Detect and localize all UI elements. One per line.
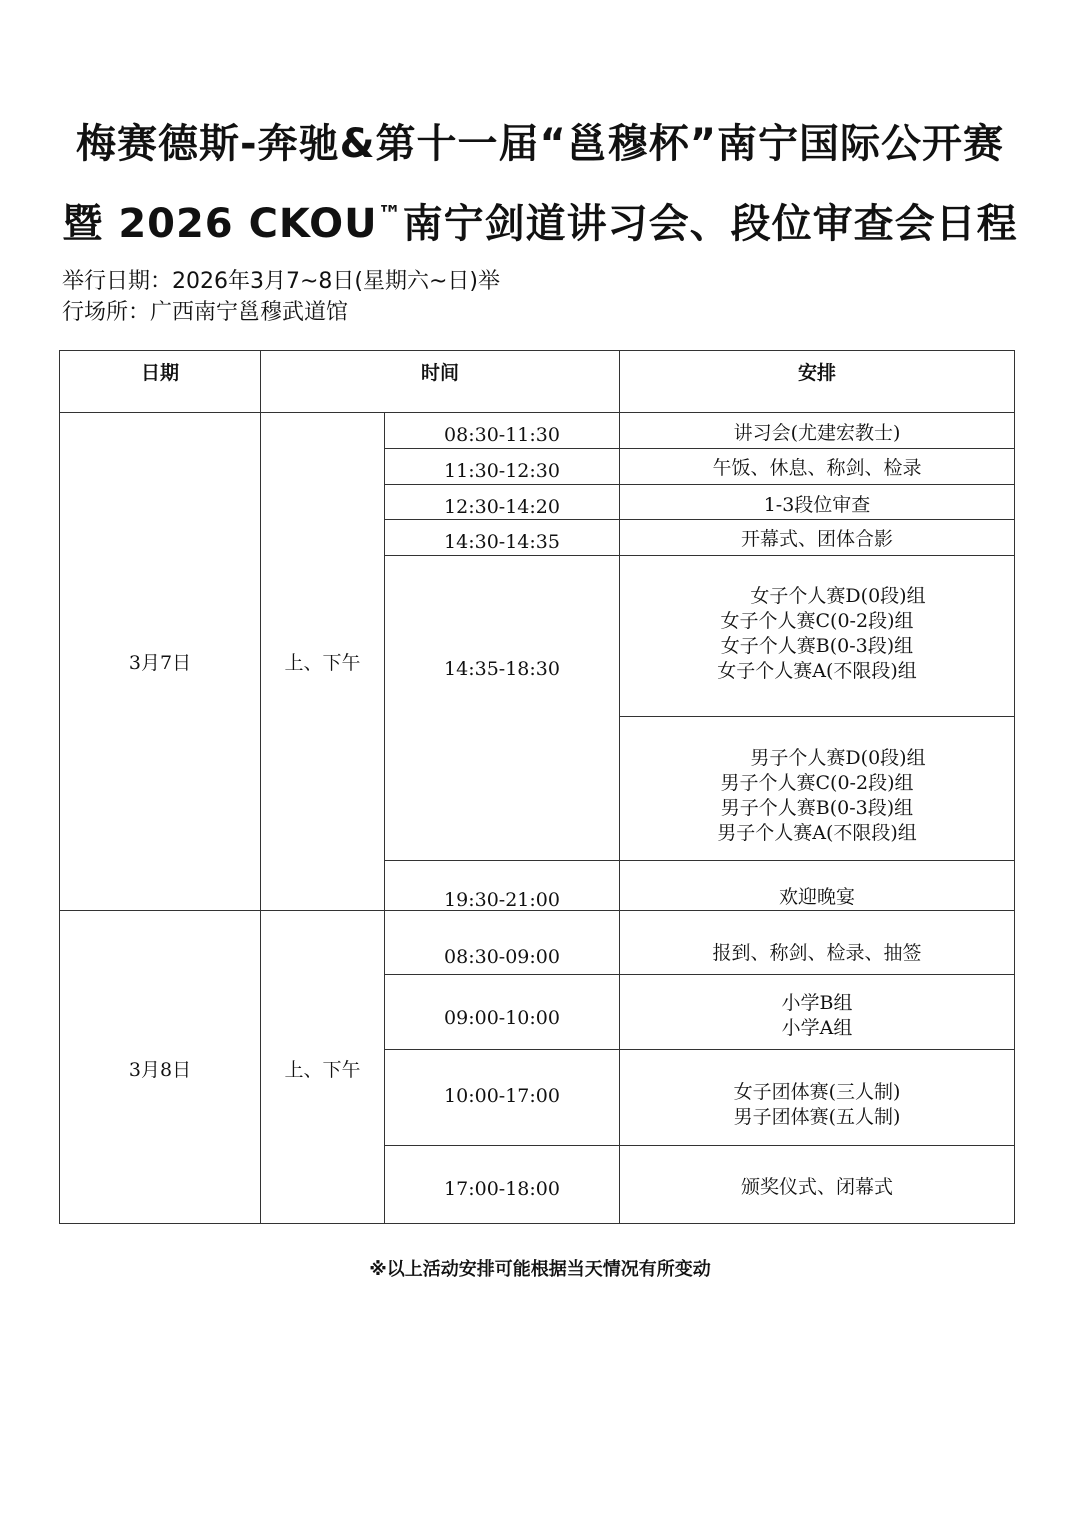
arrangement-item: 小学A组 <box>781 1017 853 1039</box>
row-divider <box>384 974 1015 975</box>
arrangement-item: 欢迎晚宴 <box>778 885 855 908</box>
arrangement-item: 女子个人赛C(0-2段)组 <box>720 610 914 632</box>
time-slot: 11:30-12:30 <box>444 459 560 482</box>
arrangement-item: 男子个人赛D(0段)组 <box>750 747 926 769</box>
arrangement-item: 男子个人赛B(0-3段)组 <box>720 797 914 819</box>
header-arrangement: 安排 <box>797 361 836 384</box>
arrangement-item: 小学B组 <box>781 992 853 1014</box>
time-slot: 08:30-11:30 <box>444 423 560 446</box>
team-competition-groups <box>620 1080 1014 1130</box>
arrangement-item: 男子个人赛A(不限段)组 <box>717 822 917 844</box>
arrangement-item: 女子个人赛D(0段)组 <box>750 585 926 607</box>
day-2-date: 3月8日 <box>128 1058 192 1081</box>
women-individual-groups <box>620 583 1014 685</box>
day-2-period: 上、下午 <box>284 1058 361 1081</box>
day-1-period: 上、下午 <box>284 651 361 674</box>
footnote: ※以上活动安排可能根据当天情况有所变动 <box>369 1259 711 1280</box>
arrangement-item: 男子个人赛C(0-2段)组 <box>720 772 914 794</box>
time-slot: 10:00-17:00 <box>444 1084 560 1107</box>
arrangement-item: 颁奖仪式、闭幕式 <box>740 1175 893 1198</box>
time-slot: 12:30-14:20 <box>444 495 560 518</box>
row-divider <box>384 860 1015 861</box>
arrangement-item: 讲习会(尤建宏教士) <box>733 421 901 444</box>
table-header-divider <box>59 412 1015 413</box>
row-divider <box>384 1145 1015 1146</box>
arrangement-item: 午饭、休息、称剑、检录 <box>712 456 922 479</box>
trademark-symbol: ™ <box>377 200 403 229</box>
event-venue: 行场所：广西南宁邕穆武道馆 <box>62 300 349 325</box>
primary-school-groups <box>620 991 1014 1041</box>
event-date: 举行日期：2026年3月7~8日(星期六~日)举 <box>62 269 501 294</box>
arrangement-item: 报到、称剑、检录、抽签 <box>712 941 922 964</box>
table-border-right <box>1014 350 1015 1224</box>
time-slot: 19:30-21:00 <box>444 888 560 911</box>
header-date: 日期 <box>140 361 179 384</box>
arrangement-item: 女子个人赛B(0-3段)组 <box>720 635 914 657</box>
time-slot: 09:00-10:00 <box>444 1006 560 1029</box>
time-slot: 14:30-14:35 <box>444 530 560 553</box>
header-time: 时间 <box>420 361 459 384</box>
table-border-bottom <box>59 1223 1015 1224</box>
time-slot: 08:30-09:00 <box>444 945 560 968</box>
title-line-2-suffix: 南宁剑道讲习会、段位审查会日程 <box>402 201 1018 247</box>
time-slot: 17:00-18:00 <box>444 1177 560 1200</box>
page-title-line-2 <box>0 192 1080 249</box>
row-divider <box>619 716 1015 717</box>
arrangement-item: 女子团体赛(三人制) <box>733 1081 901 1103</box>
arrangement-item: 男子团体赛(五人制) <box>733 1106 901 1128</box>
arrangement-item: 女子个人赛A(不限段)组 <box>717 660 917 682</box>
title-line-2-prefix: 暨 2026 CKOU <box>62 201 378 247</box>
day-1-date: 3月7日 <box>128 651 192 674</box>
time-slot: 14:35-18:30 <box>444 657 560 680</box>
row-divider <box>384 1049 1015 1050</box>
arrangement-item: 1-3段位审查 <box>763 493 871 516</box>
men-individual-groups <box>620 745 1014 847</box>
arrangement-item: 开幕式、团体合影 <box>740 527 893 550</box>
page-title-line-1: 梅赛德斯-奔驰&第十一届“邕穆杯”南宁国际公开赛 <box>75 121 1005 167</box>
